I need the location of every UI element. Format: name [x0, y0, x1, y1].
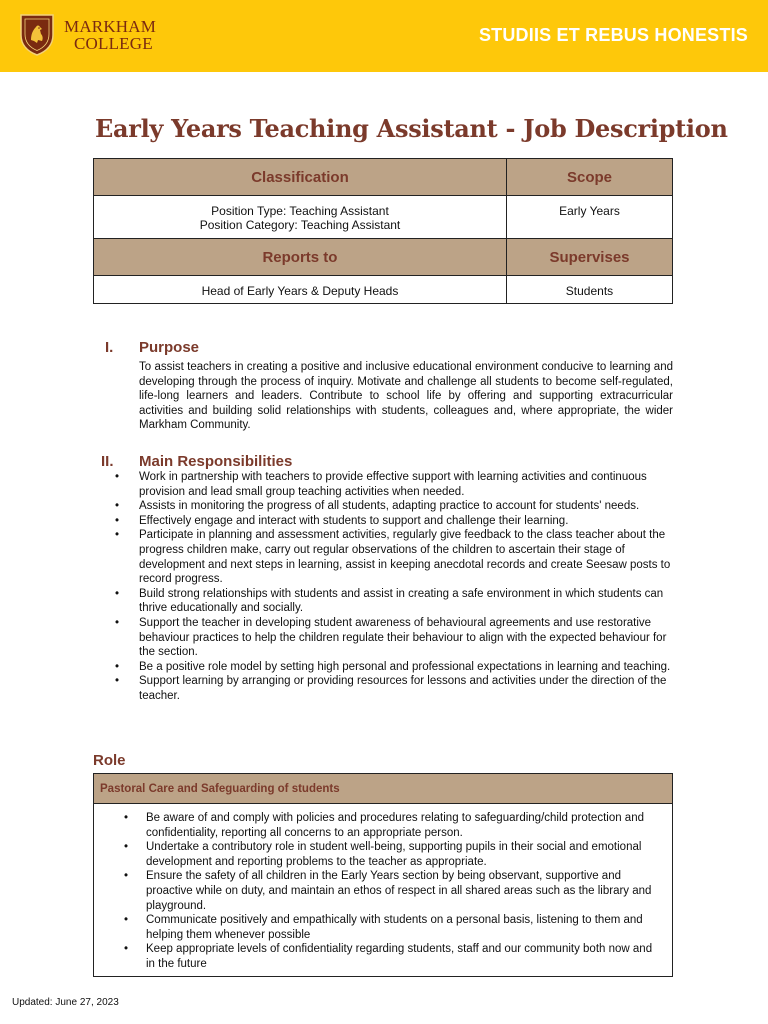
role-box	[93, 773, 673, 977]
list-item: • Be a positive role model by setting high personal and professional expectations in learning and teaching.	[139, 660, 679, 675]
purpose-number: I.	[105, 339, 114, 356]
list-item: • Be aware of and comply with policies and procedures relating to safeguarding/child protection and confidentiality, reporting all concerns to an appropriate person.	[146, 811, 661, 840]
list-item: • Support the teacher in developing student awareness of behavioural agreements and use restorative behaviour practices to help the children regulate their behaviour to align with the expected behaviour for the section.	[139, 616, 679, 660]
purpose-text: To assist teachers in creating a positive and inclusive educational environment conducive to learning and developing through the process of inquiry. Motivate and challenge all students to become self-regulated, life-long learners and leaders. Contribute to school life by offering and supporting extracurricular activities and building solid relationships with students, colleagues and, where appropriate, the wider Markham Community.	[139, 361, 673, 432]
list-item: • Communicate positively and empathically with students on a personal basis, listening to them and helping them whenever possible	[146, 913, 661, 942]
position-type: Position Type: Teaching Assistant	[211, 204, 389, 218]
responsibilities-number: II.	[101, 453, 114, 470]
purpose-heading: Purpose	[139, 339, 200, 356]
supervises-cell: Students	[506, 276, 672, 304]
list-item: • Participate in planning and assessment activities, regularly give feedback to the class teacher about the progress children make, carry out regular observations of the children to ascertain their stage of development and next steps in learning, assist in keeping anecdotal records and create Seesaw posts to record progress.	[139, 528, 679, 586]
college-name-line1: MARKHAM	[64, 17, 157, 36]
reports-to-cell: Head of Early Years & Deputy Heads	[94, 276, 507, 304]
list-item: • Ensure the safety of all children in the Early Years section by being observant, supportive and proactive while on duty, and maintain an ethos of respect in all shared areas such as the library and playground.	[146, 869, 661, 913]
responsibilities-heading: Main Responsibilities	[139, 453, 293, 470]
list-item: • Work in partnership with teachers to provide effective support with learning activities and continuous provision and lead small group teaching activities when needed.	[139, 470, 679, 499]
reports-to-header: Reports to	[94, 239, 507, 276]
list-item: • Undertake a contributory role in student well-being, supporting pupils in their social and emotional development and reporting problems to the teacher as appropriate.	[146, 840, 661, 869]
list-item: • Effectively engage and interact with students to support and challenge their learning.	[139, 514, 679, 529]
job-info-table	[93, 158, 673, 304]
page-title: Early Years Teaching Assistant - Job Description	[95, 114, 728, 143]
motto: STUDIIS ET REBUS HONESTIS	[478, 25, 748, 45]
list-item: • Build strong relationships with students and assist in creating a safe environment in which students can thrive educationally and socially.	[139, 587, 679, 616]
updated-date: Updated: June 27, 2023	[12, 997, 119, 1008]
scope-cell: Early Years	[506, 196, 672, 239]
college-logo-text	[64, 18, 156, 52]
responsibilities-list	[139, 470, 679, 704]
supervises-header: Supervises	[506, 239, 672, 276]
role-box-title: Pastoral Care and Safeguarding of students	[94, 774, 672, 804]
classification-header: Classification	[94, 159, 507, 196]
list-item: • Keep appropriate levels of confidentiality regarding students, staff and our community both now and in the future	[146, 942, 661, 971]
position-category: Position Category: Teaching Assistant	[199, 218, 401, 232]
crest-icon	[18, 13, 56, 57]
college-name-line2: COLLEGE	[74, 34, 153, 53]
classification-cell	[94, 196, 507, 239]
role-heading: Role	[93, 752, 126, 769]
role-list	[146, 811, 661, 972]
list-item: • Assists in monitoring the progress of all students, adapting practice to account for students' needs.	[139, 499, 679, 514]
header-banner	[0, 0, 768, 72]
list-item: • Support learning by arranging or providing resources for lessons and activities under the direction of the teacher.	[139, 674, 679, 703]
scope-header: Scope	[506, 159, 672, 196]
